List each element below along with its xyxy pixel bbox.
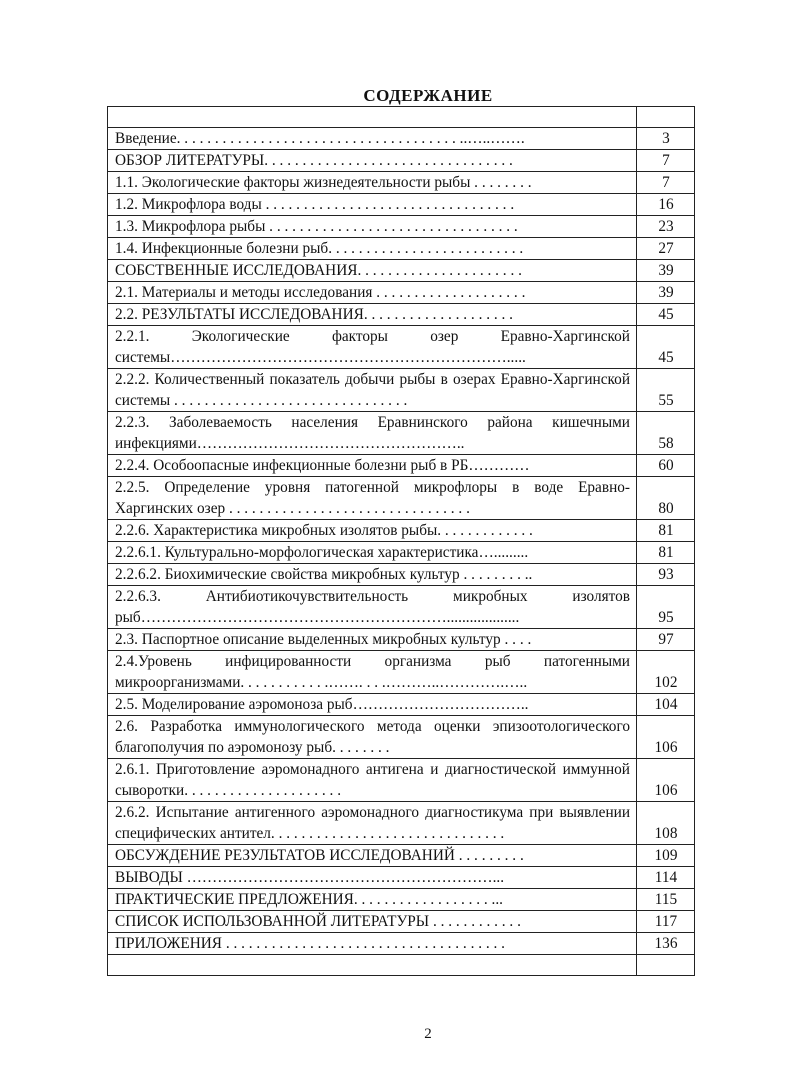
toc-entry-page: 95 [637, 586, 695, 629]
toc-row [108, 326, 695, 369]
toc-row [108, 128, 695, 150]
toc-entry-text: ВЫВОДЫ ……………………………………………………... [108, 867, 637, 889]
toc-entry-text: 2.6. Разработка иммунологического метода оценки эпизоотологического благополучия по аэромонозу рыб. . . . . . . . [108, 716, 637, 759]
toc-entry-page: 7 [637, 150, 695, 172]
toc-entry-text: 2.6.2. Испытание антигенного аэромонадного диагностикума при выявлении специфических антител. . . . . . . . . . . . . . . . . . . . . . . . . . . . . . . [108, 802, 637, 845]
toc-entry-text: 1.1. Экологические факторы жизнедеятельности рыбы . . . . . . . . [108, 172, 637, 194]
toc-entry-page: 58 [637, 412, 695, 455]
toc-entry-page: 45 [637, 326, 695, 369]
toc-entry-text: 2.3. Паспортное описание выделенных микробных культур . . . . [108, 629, 637, 651]
toc-entry-page: 102 [637, 651, 695, 694]
toc-entry-text: ПРИЛОЖЕНИЯ . . . . . . . . . . . . . . . . . . . . . . . . . . . . . . . . . . . . . [108, 933, 637, 955]
toc-entry-text: 2.2.1. Экологические факторы озер Еравно-Харгинской системы…………………………………………………………..... [108, 326, 637, 369]
toc-row [108, 933, 695, 955]
toc-entry-text: 2.2.3. Заболеваемость населения Еравнинского района кишечными инфекциями…………………………………………….. [108, 412, 637, 455]
toc-entry-page: 3 [637, 128, 695, 150]
toc-entry-text: 1.2. Микрофлора воды . . . . . . . . . . . . . . . . . . . . . . . . . . . . . . . . . [108, 194, 637, 216]
toc-row [108, 564, 695, 586]
toc-entry-text: 2.2.4. Особоопасные инфекционные болезни рыб в РБ………… [108, 455, 637, 477]
toc-entry-text: ОБЗОР ЛИТЕРАТУРЫ. . . . . . . . . . . . . . . . . . . . . . . . . . . . . . . . . [108, 150, 637, 172]
toc-row [108, 412, 695, 455]
toc-entry-page: 39 [637, 260, 695, 282]
toc-entry-page: 114 [637, 867, 695, 889]
toc-entry-text: 2.6.1. Приготовление аэромонадного антигена и диагностической иммунной сыворотки. . . . . . . . . . . . . . . . . . . . . [108, 759, 637, 802]
toc-entry-page: 81 [637, 520, 695, 542]
toc-entry-text: 2.5. Моделирование аэромоноза рыб…………………………….. [108, 694, 637, 716]
toc-body [108, 107, 695, 976]
toc-row [108, 238, 695, 260]
toc-entry-page: 55 [637, 369, 695, 412]
toc-entry-text: 2.2.6.1. Культурально-морфологическая характеристика…......... [108, 542, 637, 564]
toc-entry-page: 108 [637, 802, 695, 845]
toc-row [108, 477, 695, 520]
toc-entry-page: 7 [637, 172, 695, 194]
toc-entry-text: 2.1. Материалы и методы исследования . . . . . . . . . . . . . . . . . . . . [108, 282, 637, 304]
toc-row [108, 845, 695, 867]
toc-entry-page: 39 [637, 282, 695, 304]
page-title: СОДЕРЖАНИЕ [363, 86, 493, 105]
toc-row [108, 520, 695, 542]
toc-entry-text: 2.2.2. Количественный показатель добычи рыбы в озерах Еравно-Харгинской системы . . . . . . . . . . . . . . . . . . . . . . . . . . . . . . . [108, 369, 637, 412]
toc-row [108, 759, 695, 802]
toc-entry-page: 45 [637, 304, 695, 326]
toc-entry-page: 115 [637, 889, 695, 911]
toc-entry-text: ОБСУЖДЕНИЕ РЕЗУЛЬТАТОВ ИССЛЕДОВАНИЙ . . . . . . . . . [108, 845, 637, 867]
toc-entry-text: 2.4.Уровень инфицированности организма рыб патогенными микроорганизмами. . . . . . . . . . . .……. . . .………..………….….. [108, 651, 637, 694]
toc-entry-page: 23 [637, 216, 695, 238]
toc-entry-text: СПИСОК ИСПОЛЬЗОВАННОЙ ЛИТЕРАТУРЫ . . . . . . . . . . . . [108, 911, 637, 933]
toc-row [108, 911, 695, 933]
toc-entry-page: 93 [637, 564, 695, 586]
toc-row [108, 586, 695, 629]
toc-entry-text: ПРАКТИЧЕСКИЕ ПРЕДЛОЖЕНИЯ. . . . . . . . . . . . . . . . . . ... [108, 889, 637, 911]
toc-row [108, 216, 695, 238]
toc-row [108, 716, 695, 759]
toc-entry-text: 2.2.6.2. Биохимические свойства микробных культур . . . . . . . . .. [108, 564, 637, 586]
toc-entry-page: 104 [637, 694, 695, 716]
toc-entry-page: 106 [637, 759, 695, 802]
toc-table [107, 106, 695, 976]
toc-row [108, 651, 695, 694]
toc-entry-page: 109 [637, 845, 695, 867]
toc-row [108, 455, 695, 477]
toc-row [108, 150, 695, 172]
toc-entry-page: 97 [637, 629, 695, 651]
toc-entry-text: 1.3. Микрофлора рыбы . . . . . . . . . . . . . . . . . . . . . . . . . . . . . . . . . [108, 216, 637, 238]
toc-row [108, 194, 695, 216]
toc-entry-text: 1.4. Инфекционные болезни рыб. . . . . . . . . . . . . . . . . . . . . . . . . . [108, 238, 637, 260]
toc-row [108, 802, 695, 845]
toc-row [108, 889, 695, 911]
toc-row [108, 282, 695, 304]
toc-row [108, 369, 695, 412]
toc-row [108, 304, 695, 326]
toc-entry-text: 2.2.6.3. Антибиотикочувствительность микробных изолятов рыб……………………………………………………................... [108, 586, 637, 629]
toc-row [108, 629, 695, 651]
toc-entry-page: 27 [637, 238, 695, 260]
toc-row [108, 260, 695, 282]
toc-entry-text: Введение. . . . . . . . . . . . . . . . . . . . . . . . . . . . . . . . . . . . . ..…..……. [108, 128, 637, 150]
toc-spacer-top [108, 107, 695, 128]
toc-entry-text: 2.2.5. Определение уровня патогенной микрофлоры в воде Еравно-Харгинских озер . . . . . . . . . . . . . . . . . . . . . . . . . . . . . . . . [108, 477, 637, 520]
toc-row [108, 867, 695, 889]
toc-row [108, 694, 695, 716]
toc-entry-page: 117 [637, 911, 695, 933]
toc-entry-text: 2.2. РЕЗУЛЬТАТЫ ИССЛЕДОВАНИЯ. . . . . . . . . . . . . . . . . . . . [108, 304, 637, 326]
toc-entry-page: 136 [637, 933, 695, 955]
toc-entry-page: 60 [637, 455, 695, 477]
toc-entry-text: 2.2.6. Характеристика микробных изолятов рыбы. . . . . . . . . . . . . [108, 520, 637, 542]
toc-row [108, 172, 695, 194]
toc-entry-page: 16 [637, 194, 695, 216]
toc-entry-page: 106 [637, 716, 695, 759]
toc-row [108, 542, 695, 564]
toc-spacer-bottom [108, 955, 695, 976]
page-number: 2 [424, 1026, 432, 1042]
toc-entry-page: 81 [637, 542, 695, 564]
toc-entry-page: 80 [637, 477, 695, 520]
toc-entry-text: СОБСТВЕННЫЕ ИССЛЕДОВАНИЯ. . . . . . . . . . . . . . . . . . . . . . [108, 260, 637, 282]
